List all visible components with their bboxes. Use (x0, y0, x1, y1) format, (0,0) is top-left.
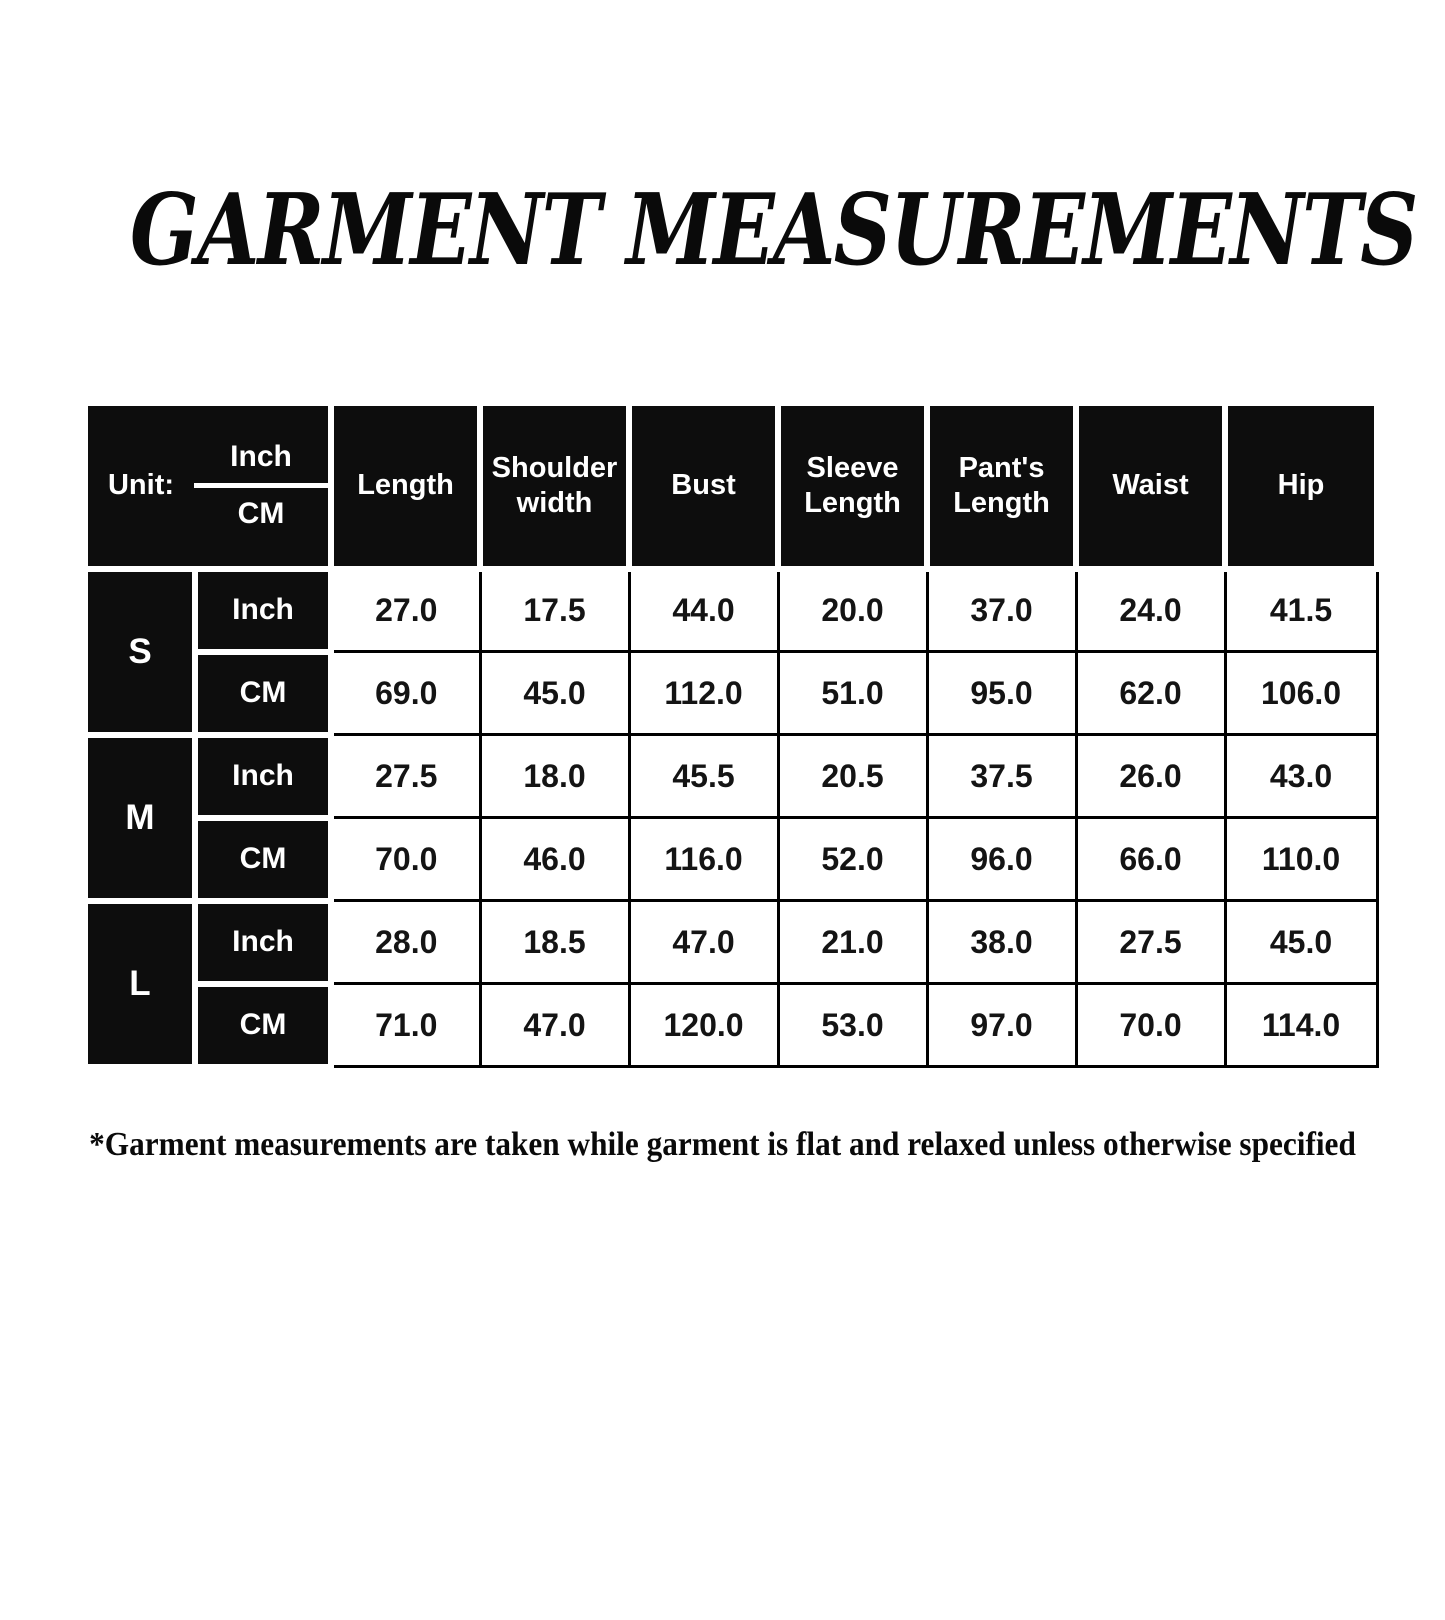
value-cell: 52.0 (778, 818, 927, 901)
size-cell-l: L (85, 901, 195, 1067)
unit-cell: Inch (195, 569, 331, 652)
value-cell: 44.0 (629, 569, 778, 652)
value-cell: 53.0 (778, 984, 927, 1067)
unit-cell: Inch (195, 735, 331, 818)
unit-cell: CM (195, 984, 331, 1067)
value-cell: 95.0 (927, 652, 1076, 735)
value-cell: 17.5 (480, 569, 629, 652)
value-cell: 24.0 (1076, 569, 1225, 652)
table-row-l-inch (85, 901, 1377, 984)
unit-cell: Inch (195, 901, 331, 984)
value-cell: 112.0 (629, 652, 778, 735)
value-cell: 96.0 (927, 818, 1076, 901)
unit-fraction-denominator: CM (237, 497, 285, 531)
value-cell: 18.0 (480, 735, 629, 818)
size-cell-m: M (85, 735, 195, 901)
value-cell: 45.0 (1225, 901, 1377, 984)
unit-header-cell (85, 403, 331, 569)
value-cell: 114.0 (1225, 984, 1377, 1067)
value-cell: 47.0 (629, 901, 778, 984)
value-cell: 26.0 (1076, 735, 1225, 818)
unit-cell: CM (195, 818, 331, 901)
value-cell: 51.0 (778, 652, 927, 735)
column-header-hip: Hip (1225, 403, 1377, 569)
column-header-pants-length: Pant's Length (927, 403, 1076, 569)
value-cell: 70.0 (331, 818, 480, 901)
value-cell: 21.0 (778, 901, 927, 984)
measurements-table (82, 400, 1380, 1070)
size-cell-s: S (85, 569, 195, 735)
table-row-l-cm (85, 984, 1377, 1067)
table-row-s-inch (85, 569, 1377, 652)
value-cell: 28.0 (331, 901, 480, 984)
footnote: *Garment measurements are taken while garment is flat and relaxed unless otherwise specified (89, 1125, 1356, 1163)
value-cell: 116.0 (629, 818, 778, 901)
table-row-s-cm (85, 652, 1377, 735)
value-cell: 41.5 (1225, 569, 1377, 652)
value-cell: 45.0 (480, 652, 629, 735)
unit-wrap (88, 439, 328, 532)
page-title: GARMENT MEASUREMENTS (130, 173, 1417, 288)
value-cell: 45.5 (629, 735, 778, 818)
column-header-bust: Bust (629, 403, 778, 569)
unit-fraction (194, 439, 328, 532)
column-header-length: Length (331, 403, 480, 569)
table-row-m-inch (85, 735, 1377, 818)
value-cell: 70.0 (1076, 984, 1225, 1067)
value-cell: 69.0 (331, 652, 480, 735)
value-cell: 20.5 (778, 735, 927, 818)
value-cell: 47.0 (480, 984, 629, 1067)
value-cell: 18.5 (480, 901, 629, 984)
table-row-m-cm (85, 818, 1377, 901)
unit-fraction-numerator: Inch (194, 439, 328, 488)
column-header-sleeve-length: Sleeve Length (778, 403, 927, 569)
value-cell: 43.0 (1225, 735, 1377, 818)
value-cell: 46.0 (480, 818, 629, 901)
value-cell: 106.0 (1225, 652, 1377, 735)
value-cell: 27.5 (1076, 901, 1225, 984)
table-header-row (85, 403, 1377, 569)
value-cell: 38.0 (927, 901, 1076, 984)
unit-label: Unit: (107, 469, 175, 502)
column-header-shoulder-width: Shoulder width (480, 403, 629, 569)
value-cell: 62.0 (1076, 652, 1225, 735)
column-header-waist: Waist (1076, 403, 1225, 569)
value-cell: 110.0 (1225, 818, 1377, 901)
value-cell: 20.0 (778, 569, 927, 652)
value-cell: 27.0 (331, 569, 480, 652)
value-cell: 37.5 (927, 735, 1076, 818)
value-cell: 97.0 (927, 984, 1076, 1067)
value-cell: 71.0 (331, 984, 480, 1067)
unit-cell: CM (195, 652, 331, 735)
value-cell: 27.5 (331, 735, 480, 818)
value-cell: 37.0 (927, 569, 1076, 652)
value-cell: 66.0 (1076, 818, 1225, 901)
value-cell: 120.0 (629, 984, 778, 1067)
